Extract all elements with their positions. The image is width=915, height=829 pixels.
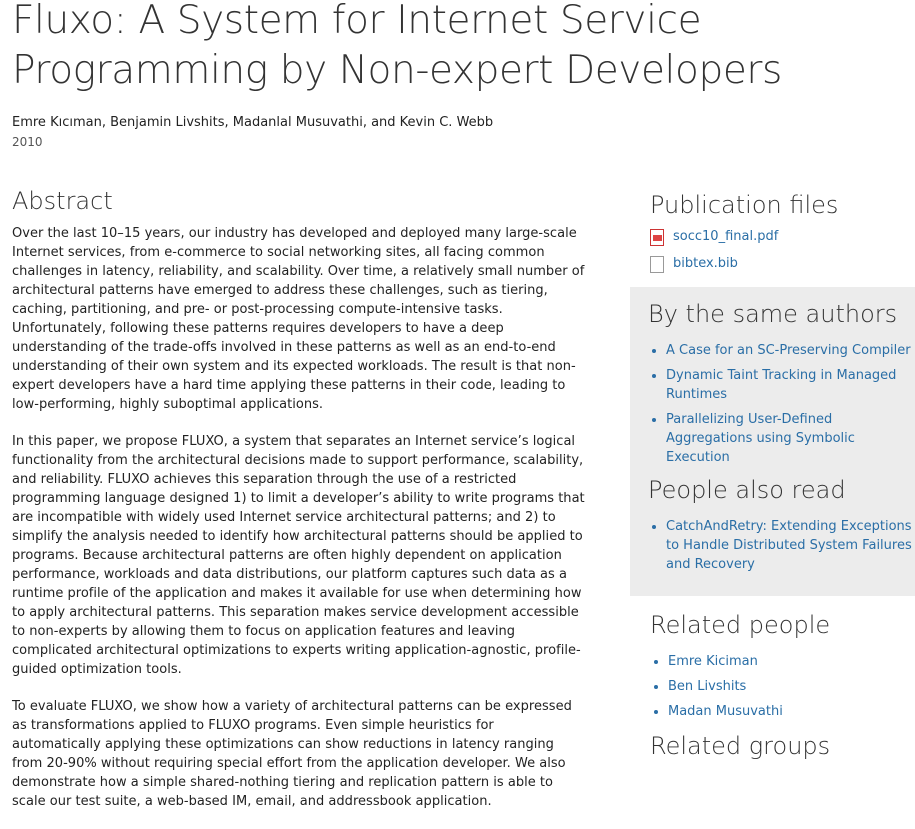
abstract-paragraph: Over the last 10–15 years, our industry has developed and deployed many large-scale Internet services, from e-commerce to social networking sites, all facing common challenges in latency, reliability, and scalability. Over time, a relatively small number of architectural patterns have emerged to address these challenges, such as tiering, caching, partitioning, and pre- or post-processing compute-intensive tasks. Unfortunately, following these patterns requires developers to have a deep understanding of the trade-offs involved in these patterns as well as an end-to-end understanding of their own system and its expected workloads. The result is that non-expert developers have a hard time applying these patterns in their code, leading to low-performing, highly suboptimal applications. [12, 226, 585, 412]
same-authors-heading: By the same authors [648, 300, 898, 328]
file-list [650, 228, 915, 273]
pdf-file-icon [650, 229, 664, 246]
list-item [668, 652, 915, 671]
abstract-paragraph: In this paper, we propose FLUXO, a system that separates an Internet service’s logical functionality from the architectural decisions made to support performance, scalability, and reliability. FLUXO achieves this separation through the use of a restricted programming language designed 1) to limit a developer’s ability to write programs that are incompatible with widely used Internet service architectural patterns; and 2) to simplify the analysis needed to identify how architectural patterns should be applied to programs. Because architectural patterns are often highly dependent on application performance, workloads and data distributions, our platform captures such data as a runtime profile of the application and makes it available for use when determining how to apply architectural patterns. This separation makes service development accessible to non-experts by allowing them to focus on application features and leaving complicated architectural optimizations to experts writing application-agnostic, profile-guided optimization tools. [12, 434, 585, 677]
abstract-paragraph: To evaluate FLUXO, we show how a variety of architectural patterns can be expressed as transformations applied to FLUXO programs. Even simple heuristics for automatically applying these optimizations can show reductions in latency ranging from 20-90% without requiring special effort from the application developer. We also demonstrate how a simple shared-nothing tiering and replication pattern is able to scale our test suite, a web-based IM, email, and addressbook application. [12, 699, 572, 809]
person-link[interactable]: Ben Livshits [668, 679, 747, 694]
related-people-heading: Related people [650, 611, 831, 639]
list-item [666, 410, 915, 467]
file-link-bibtex[interactable]: bibtex.bib [673, 256, 738, 271]
related-groups-heading: Related groups [650, 732, 831, 760]
sidebar [630, 188, 915, 763]
file-link-pdf[interactable]: socc10_final.pdf [673, 229, 779, 244]
file-icon [650, 256, 664, 273]
file-item [650, 255, 915, 273]
list-item [668, 702, 915, 721]
abstract-heading: Abstract [12, 187, 113, 215]
related-people-section [630, 608, 915, 763]
page-title: Fluxo: A System for Internet Service Programming by Non-expert Developers [12, 0, 782, 93]
list-item [666, 341, 915, 360]
publication-year: 2010 [12, 135, 43, 149]
list-item [666, 366, 915, 404]
publication-files-section [630, 188, 915, 273]
publication-link[interactable]: Parallelizing User-Defined Aggregations using Symbolic Execution [666, 412, 855, 465]
publication-files-heading: Publication files [650, 191, 839, 219]
related-publications-panel [630, 287, 915, 596]
person-link[interactable]: Madan Musuvathi [668, 704, 783, 719]
abstract-section [12, 186, 586, 829]
related-people-list [650, 652, 915, 721]
publication-link[interactable]: Dynamic Taint Tracking in Managed Runtimes [666, 368, 897, 402]
file-item [650, 228, 915, 246]
list-item [666, 517, 915, 574]
person-link[interactable]: Emre Kiciman [668, 654, 758, 669]
publication-link[interactable]: CatchAndRetry: Extending Exceptions to Handle Distributed System Failures and Recovery [666, 519, 912, 572]
publication-link[interactable]: A Case for an SC-Preserving Compiler [666, 343, 911, 358]
same-authors-list [648, 341, 915, 467]
list-item [668, 677, 915, 696]
authors: Emre Kıcıman, Benjamin Livshits, Madanlal Musuvathi, and Kevin C. Webb [12, 115, 494, 130]
also-read-list [648, 517, 915, 574]
also-read-heading: People also read [648, 476, 846, 504]
